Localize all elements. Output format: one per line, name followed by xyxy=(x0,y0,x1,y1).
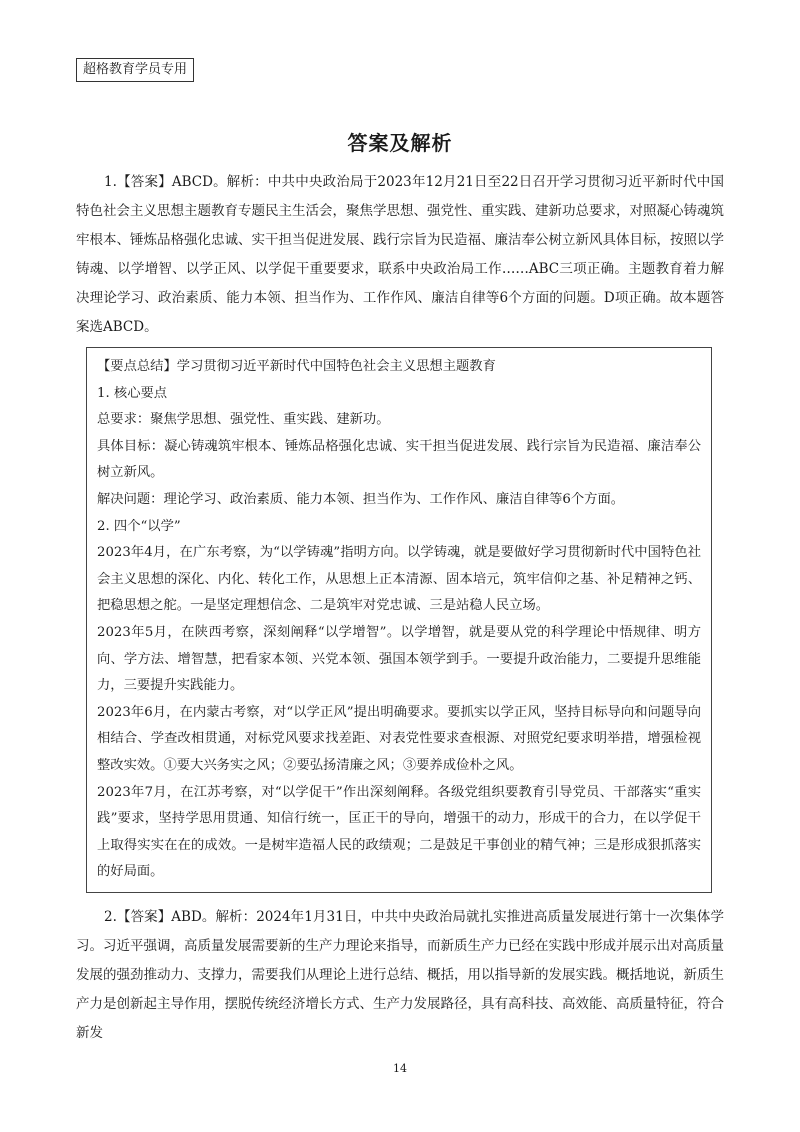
section-2-title: 2. 四个“以学” xyxy=(97,518,181,534)
answer-1: 1.【答案】ABCD。解析：中共中央政治局于2023年12月21日至22日召开学习贯彻习近平新时代中国特色社会主义思想主题教育专题民主生活会，聚焦学思想、强党性、重实践、建新功总要求，对照凝心铸魂筑牢根本、锤炼品格强化忠诚、实干担当促进发展、践行宗旨为民造福、廉洁奉公树立新风具体目标，按照以学铸魂、以学增智、以学正风、以学促干重要要求，联系中央政治局工作……ABC三项正确。主题教育着力解决理论学习、政治素质、能力本领、担当作为、工作作风、廉洁自律等6个方面的问题。D项正确。故本题答案选ABCD。 xyxy=(76,174,724,335)
summary-heading: 【要点总结】学习贯彻习近平新时代中国特色社会主义思想主题教育 xyxy=(97,359,496,374)
problems-to-solve: 解决问题：理论学习、政治素质、能力本领、担当作为、工作作风、廉洁自律等6个方面。 xyxy=(97,491,625,507)
header-tag: 超格教育学员专用 xyxy=(76,58,194,82)
item-july: 2023年7月，在江苏考察，对“以学促干”作出深刻阐释。各级党组织要教育引导党员、干部落实“重实践”要求，坚持学思用贯通、知信行统一，匡正干的导向，增强干的动力，形成干的合力，在以学促干上取得实实在在的成效。一是树牢造福人民的政绩观；二是鼓足干事创业的精气神；三是形成狠抓落实的好局面。 xyxy=(97,784,701,880)
answer-2: 2.【答案】ABD。解析：2024年1月31日，中共中央政治局就扎实推进高质量发展进行第十一次集体学习。习近平强调，高质量发展需要新的生产力理论来指导，而新质生产力已经在实践中形成并展示出对高质量发展的强劲推动力、支撑力，需要我们从理论上进行总结、概括，用以指导新的发展实践。概括地说，新质生产力是创新起主导作用，摆脱传统经济增长方式、生产力发展路径，具有高科技、高效能、高质量特征，符合新发 xyxy=(76,909,724,1041)
page-number: 14 xyxy=(393,1062,407,1075)
item-june: 2023年6月，在内蒙古考察，对“以学正风”提出明确要求。要抓实以学正风，坚持目标导向和问题导向相结合、学查改相贯通，对标党风要求找差距、对表党性要求查根源、对照党纪要求明举措，增强检视整改实效。①要大兴务实之风；②要弘扬清廉之风；③要养成俭朴之风。 xyxy=(97,704,701,773)
general-requirement: 总要求：聚焦学思想、强党性、重实践、建新功。 xyxy=(97,412,390,428)
page-title: 答案及解析 xyxy=(347,131,453,155)
specific-goals: 具体目标：凝心铸魂筑牢根本、锤炼品格强化忠诚、实干担当促进发展、践行宗旨为民造福、廉洁奉公树立新风。 xyxy=(97,438,701,481)
item-april: 2023年4月，在广东考察，为“以学铸魂”指明方向。以学铸魂，就是要做好学习贯彻新时代中国特色社会主义思想的深化、内化、转化工作，从思想上正本清源、固本培元，筑牢信仰之基、补足精神之钙、把稳思想之舵。一是坚定理想信念、二是筑牢对党忠诚、三是站稳人民立场。 xyxy=(97,545,701,614)
summary-box xyxy=(86,347,712,893)
item-may: 2023年5月，在陕西考察，深刻阐释“以学增智”。以学增智，就是要从党的科学理论中悟规律、明方向、学方法、增智慧，把看家本领、兴党本领、强国本领学到手。一要提升政治能力，二要提升思维能力，三要提升实践能力。 xyxy=(97,624,701,694)
section-1-title: 1. 核心要点 xyxy=(97,385,168,401)
